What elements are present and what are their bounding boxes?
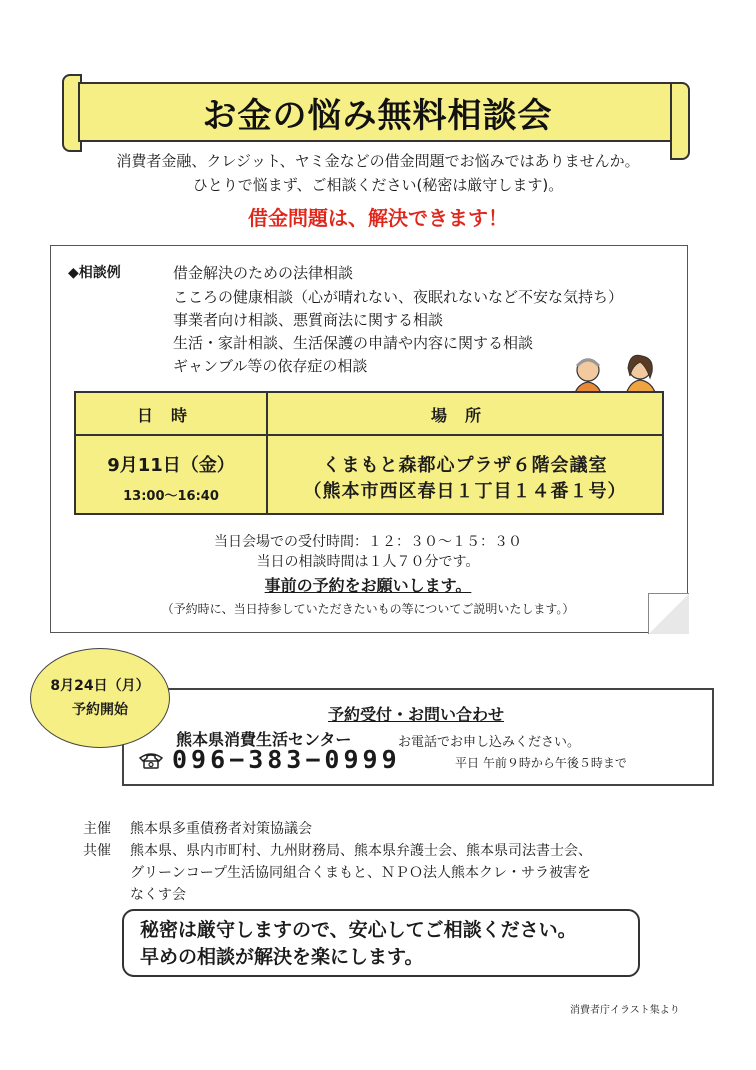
consultation-item: ギャンブル等の依存症の相談 bbox=[173, 357, 368, 375]
title-banner bbox=[62, 72, 690, 162]
reservation-note: （予約時に、当日持参していただきたいもの等についてご説明いたします。） bbox=[161, 602, 575, 616]
consultation-duration: 当日の相談時間は１人７０分です。 bbox=[256, 554, 480, 570]
reservation-start-date: 8月24日（月） bbox=[50, 678, 150, 694]
event-place: くまもと森都心プラザ６階会議室 bbox=[322, 455, 608, 476]
event-date: 9月11日（金） bbox=[107, 455, 235, 476]
co-host-line: 熊本県、県内市町村、九州財務局、熊本県弁護士会、熊本県司法書士会、 bbox=[130, 843, 592, 859]
consultation-examples-label: ◆相談例 bbox=[68, 265, 121, 281]
consultation-item: こころの健康相談（心が晴れない、夜眠れないなど不安な気持ち） bbox=[173, 288, 624, 306]
title-banner-body bbox=[78, 82, 677, 142]
consultation-item: 借金解決のための法律相談 bbox=[173, 264, 354, 282]
co-host-line: なくす会 bbox=[130, 887, 186, 903]
reservation-start-badge bbox=[30, 648, 170, 748]
page-title: お金の悩み無料相談会 bbox=[202, 95, 553, 136]
reception-time: 当日会場での受付時間：１２：３０〜１５：３０ bbox=[214, 534, 522, 550]
consultation-item: 事業者向け相談、悪質商法に関する相談 bbox=[173, 311, 444, 329]
event-address: （熊本市西区春日１丁目１４番１号） bbox=[303, 481, 627, 502]
schedule-date-header: 日時 bbox=[136, 406, 205, 425]
phone-icon bbox=[138, 751, 164, 769]
intro-line-1: 消費者金融、クレジット、ヤミ金などの借金問題でお悩みではありませんか。 bbox=[116, 152, 640, 170]
consultation-item: 生活・家計相談、生活保護の申請や内容に関する相談 bbox=[173, 334, 534, 352]
phone-hours: 平日 午前９時から午後５時まで bbox=[455, 756, 627, 770]
schedule-header-divider bbox=[74, 434, 664, 436]
event-time: 13:00〜16:40 bbox=[123, 489, 219, 504]
schedule-place-header: 場所 bbox=[430, 406, 499, 425]
scroll-roll-right bbox=[670, 82, 690, 160]
host-name: 熊本県多重債務者対策協議会 bbox=[130, 821, 312, 837]
bottom-message-line: 早めの相談が解決を楽にします。 bbox=[140, 946, 424, 968]
reservation-request: 事前の予約をお願いします。 bbox=[264, 576, 472, 595]
co-host-label: 共催 bbox=[83, 843, 111, 859]
illustration-credit: 消費者庁イラスト集より bbox=[570, 1005, 680, 1016]
bottom-message-line: 秘密は厳守しますので、安心してご相談ください。 bbox=[140, 919, 577, 941]
headline: 借金問題は、解決できます！ bbox=[248, 206, 508, 230]
host-label: 主催 bbox=[83, 821, 111, 837]
phone-number[interactable]: 096−383−0999 bbox=[172, 745, 401, 774]
center-name: 熊本県消費生活センター bbox=[176, 730, 352, 749]
reservation-start-label: 予約開始 bbox=[72, 702, 128, 718]
contact-note: お電話でお申し込みください。 bbox=[398, 735, 581, 750]
intro-line-2: ひとりで悩まず、ご相談ください(秘密は厳守します)。 bbox=[192, 176, 564, 194]
contact-title: 予約受付・お問い合わせ bbox=[327, 705, 504, 724]
co-host-line: グリーンコープ生活協同組合くまもと、ＮＰＯ法人熊本クレ・サラ被害を bbox=[130, 865, 592, 881]
